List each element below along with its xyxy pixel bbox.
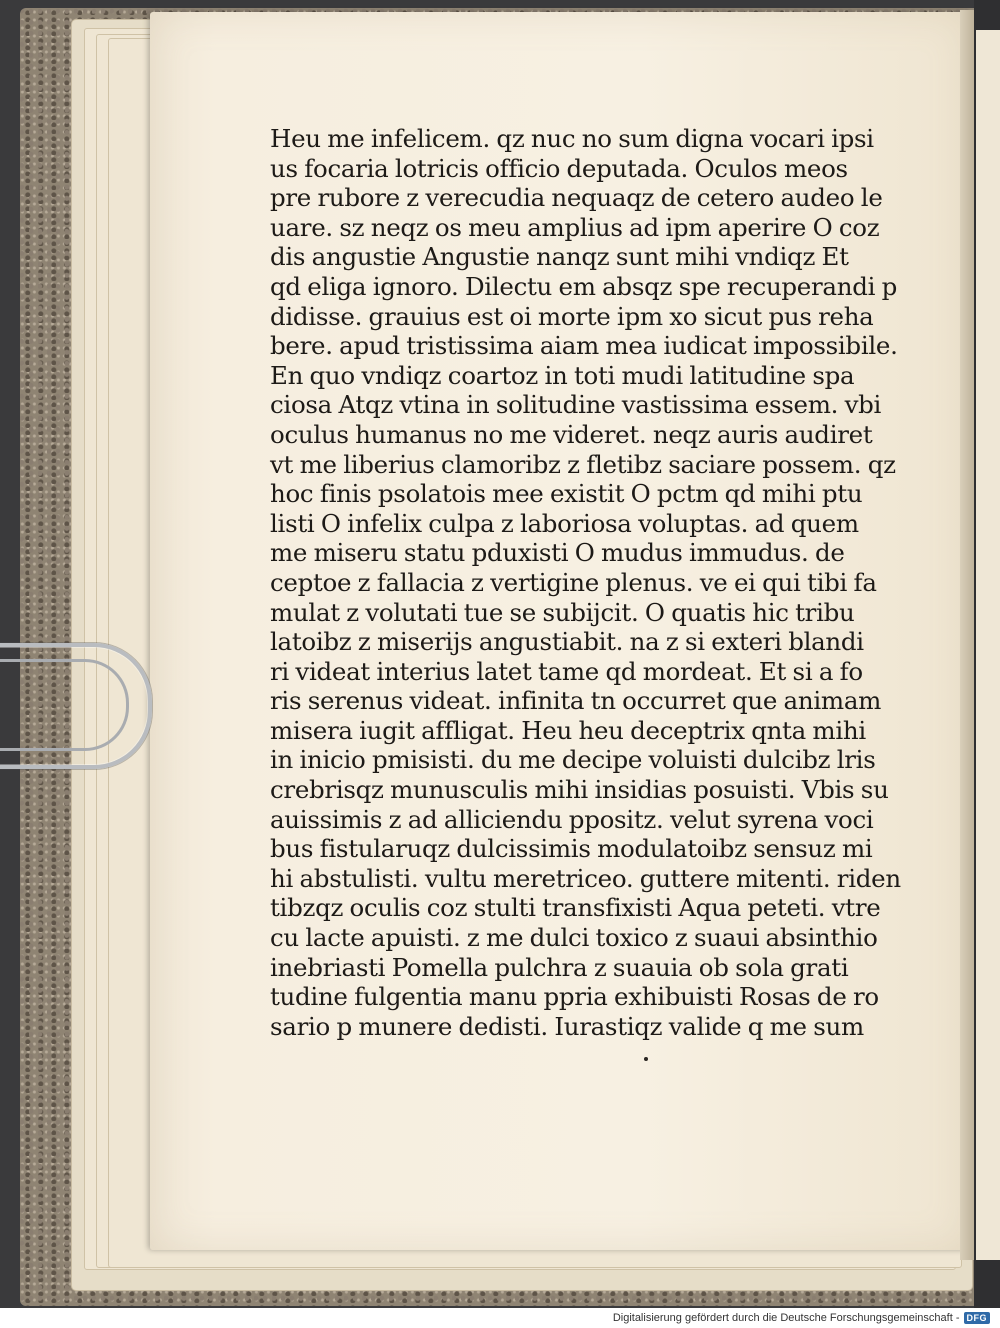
- text-line: hi abstulisti. vultu meretriceo. guttere mitenti. riden: [270, 863, 901, 893]
- ink-dot: [644, 1057, 648, 1061]
- digitization-credit: [613, 1311, 990, 1325]
- text-line: ris serenus videat. infinita tn occurret que animam: [270, 686, 882, 716]
- text-line: didisse. grauius est oi morte ipm xo sicut pus reha: [270, 301, 874, 331]
- text-line: cu lacte apuisti. z me dulci toxico z suaui absinthio: [270, 923, 878, 953]
- text-line: bus fistularuqz dulcissimis modulatoibz sensuz mi: [270, 834, 873, 864]
- facing-page-edge: [976, 30, 1000, 1260]
- text-line: En quo vndiqz coartoz in toti mudi latitudine spa: [270, 360, 855, 390]
- text-line: uare. sz neqz os meu amplius ad ipm aperire O coz: [270, 212, 880, 242]
- text-line: misera iugit affligat. Heu heu deceptrix qnta mihi: [270, 715, 866, 745]
- text-line: us focaria lotricis officio deputada. Oculos meos: [270, 153, 848, 183]
- text-line: vt me liberius clamoribz z fletibz saciare possem. qz: [270, 449, 896, 479]
- text-line: tibzqz oculis coz stulti transfixisti Aqua peteti. vtre: [270, 893, 881, 923]
- text-line: hoc finis psolatois mee existit O pctm qd mihi ptu: [270, 479, 863, 509]
- text-line: ciosa Atqz vtina in solitudine vastissima essem. vbi: [270, 390, 882, 420]
- text-line: bere. apud tristissima aiam mea iudicat impossibile.: [270, 331, 898, 361]
- text-line: crebrisqz munusculis mihi insidias posuisti. Vbis su: [270, 775, 889, 805]
- text-line: pre rubore z verecudia nequaqz de cetero audeo le: [270, 183, 883, 213]
- text-line: in inicio pmisisti. du me decipe voluisti dulcibz lris: [270, 745, 876, 775]
- text-line: auissimis z ad alliciendu ppositz. velut syrena voci: [270, 804, 874, 834]
- gutter: [960, 10, 974, 1260]
- page-text: [270, 124, 901, 1041]
- text-line: ceptoe z fallacia z vertigine plenus. ve ei qui tibi fa: [270, 567, 877, 597]
- text-line: sario p munere dedisti. Iurastiqz valide q me sum: [270, 1011, 864, 1041]
- text-line: dis angustie Angustie nanqz sunt mihi vndiqz Et: [270, 242, 849, 272]
- text-line: tudine fulgentia manu ppria exhibuisti Rosas de ro: [270, 982, 879, 1012]
- paper-clip-inner: [0, 659, 129, 751]
- text-line: latoibz z miserijs angustiabit. na z si exteri blandi: [270, 627, 864, 657]
- text-line: inebriasti Pomella pulchra z suauia ob sola grati: [270, 952, 849, 982]
- text-line: me miseru statu pduxisti O mudus immudus. de: [270, 538, 845, 568]
- text-line: ri videat interius latet tame qd mordeat. Et si a fo: [270, 656, 863, 686]
- text-line: mulat z volutati tue se subijcit. O quatis hic tribu: [270, 597, 855, 627]
- text-line: listi O infelix culpa z laboriosa voluptas. ad quem: [270, 508, 859, 538]
- dfg-logo-icon: DFG: [964, 1312, 991, 1324]
- credit-text: Digitalisierung gefördert durch die Deutsche Forschungsgemeinschaft -: [612, 1312, 960, 1324]
- text-line: oculus humanus no me videret. neqz auris audiret: [270, 419, 873, 449]
- text-line: Heu me infelicem. qz nuc no sum digna vocari ipsi: [270, 124, 874, 153]
- text-line: qd eliga ignoro. Dilectu em absqz spe recuperandi p: [270, 271, 897, 301]
